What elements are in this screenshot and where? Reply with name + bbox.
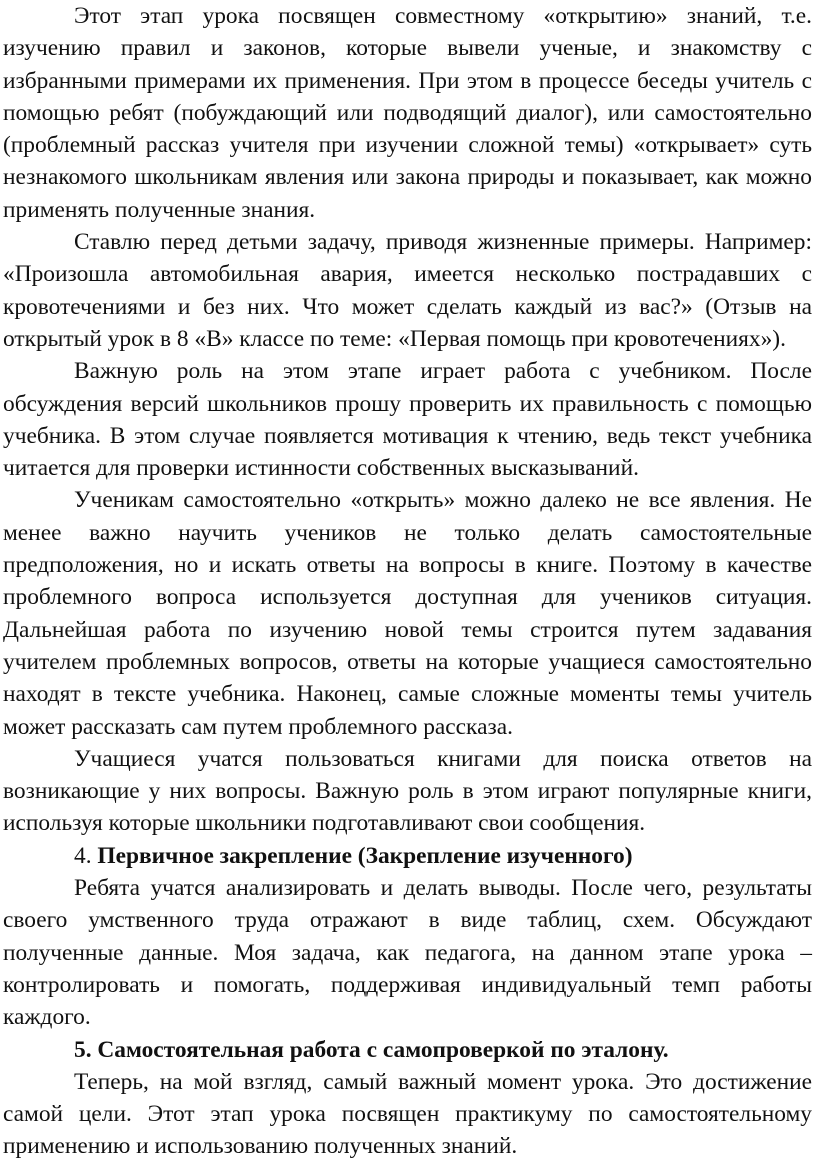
paragraph-problem-questions: Ученикам самостоятельно «открыть» можно далеко не все явления. Не менее важно научить учеников не только делать самостоятельные предположения, но и искать ответы на вопросы в книге. Поэтому в качестве проблемного вопроса используется доступная для учеников ситуация. Дальнейшая работа по изучению новой темы строится путем задавания учителем проблемных вопросов, ответы на которые учащиеся самостоятельно находят в тексте учебника. Наконец, самые сложные моменты темы учитель может рассказать сам путем проблемного рассказа. [3, 487, 812, 740]
section-4-heading [3, 840, 812, 872]
section-5-heading: 5. Самостоятельная работа с самопроверкой по эталону. [74, 1036, 669, 1063]
paragraph-task-example: Ставлю перед детьми задачу, приводя жизненные примеры. Например: «Произошла автомобильная авария, имеется несколько пострадавших с кровотечениями и без них. Что может сделать каждый из вас?» (Отзыв на открытый урок в 8 «В» классе по теме: «Первая помощь при кровотечениях»). [3, 229, 812, 352]
paragraph-books-usage: Учащиеся учатся пользоваться книгами для поиска ответов на возникающие у них вопросы. Важную роль в этом играют популярные книги, используя которые школьники подготавливают свои сообщения. [3, 745, 812, 837]
section-4-number: 4. [74, 842, 98, 869]
paragraph-discovery-stage: Этот этап урока посвящен совместному «открытию» знаний, т.е. изучению правил и законов, которые вывели ученые, и знакомству с избранными примерами их применения. При этом в процессе беседы учитель с помощью ребят (побуждающий или подводящий диалог), или самостоятельно (проблемный рассказ учителя при изучении сложной темы) «открывает» суть незнакомого школьникам явления или закона природы и показывает, как можно применять полученные знания. [3, 3, 812, 223]
paragraph-section-4: Ребята учатся анализировать и делать выводы. После чего, результаты своего умственного труда отражают в виде таблиц, схем. Обсуждают полученные данные. Моя задача, как педагога, на данном этапе урока – контролировать и помогать, поддерживая индивидуальный темп работы каждого. [3, 875, 812, 1031]
paragraph-textbook-work: Важную роль на этом этапе играет работа с учебником. После обсуждения версий школьников прошу проверить их правильность с помощью учебника. В этом случае появляется мотивация к чтению, ведь текст учебника читается для проверки истинности собственных высказываний. [3, 358, 812, 482]
section-4-title: Первичное закрепление (Закрепление изученного) [97, 842, 633, 869]
paragraph-section-5: Теперь, на мой взгляд, самый важный момент урока. Это достижение самой цели. Этот этап урока посвящен практикуму по самостоятельному применению и использованию полученных знаний. [3, 1068, 812, 1160]
